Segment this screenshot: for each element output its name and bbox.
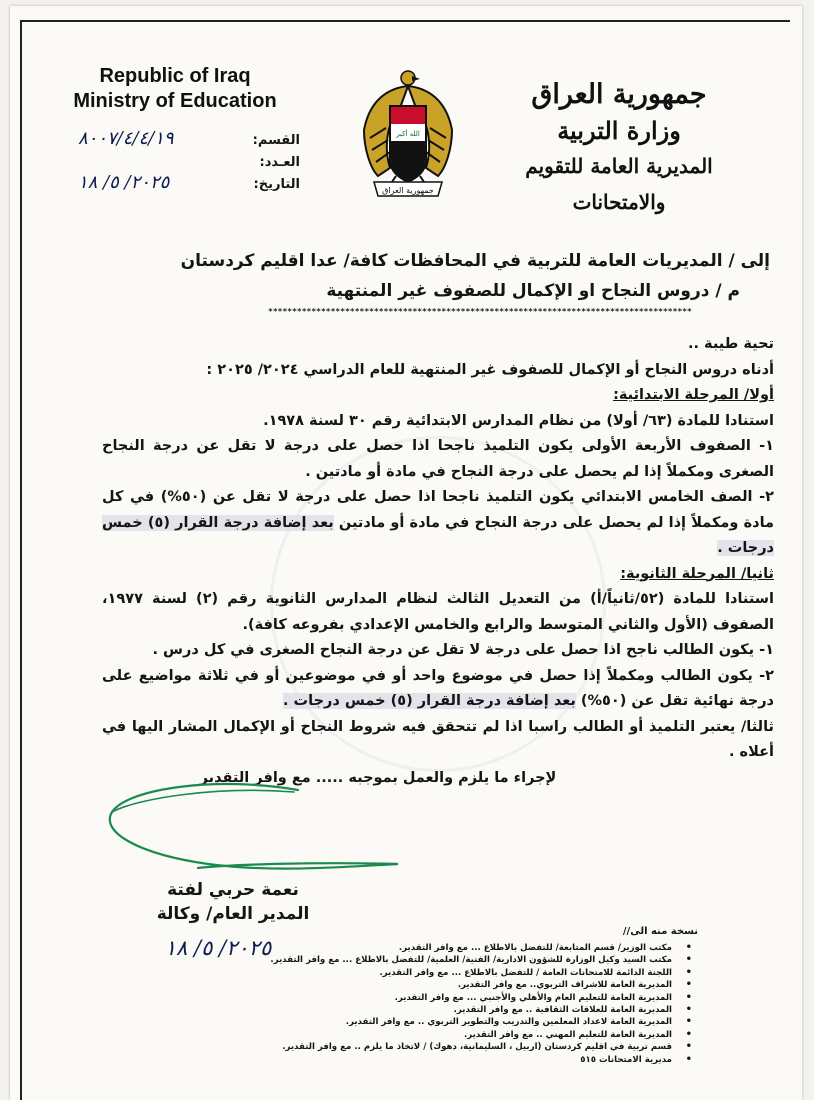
intro-paragraph: أدناه دروس النجاح أو الإكمال للصفوف غير المنتهية للعام الدراسي ٢٠٢٤/ ٢٠٢٥ : xyxy=(206,361,774,378)
signatory-title: المدير العام/ وكالة xyxy=(156,904,310,924)
document-page xyxy=(10,6,802,1100)
date-row xyxy=(78,174,300,196)
iraq-emblem-icon xyxy=(360,68,456,202)
date-label: التاريخ: xyxy=(253,177,300,192)
issue-number-label: العـدد: xyxy=(259,155,300,170)
cc-list xyxy=(222,942,692,1066)
section1-basis: استنادا للمادة (٦٣/ أولا) من نظام المدارس الابتدائية رقم ٣٠ لسنة ١٩٧٨. xyxy=(263,412,774,429)
ministry-name-en: Ministry of Education xyxy=(73,90,277,112)
greeting: تحية طيبة .. xyxy=(687,336,774,352)
letter-body xyxy=(102,332,774,791)
section1-title: أولا/ المرحلة الابتدائية: xyxy=(613,387,774,403)
section1-item2-text: ٢- الصف الخامس الابتدائي يكون التلميذ ناجحا اذا حصل على درجة لا تقل عن (٥٠%) في كل مادة ومكملاً إذا لم يحصل على درجة النجاح في مادة أو مادتين xyxy=(102,489,774,531)
green-pen-annotation xyxy=(98,768,458,888)
cc-item: • مكتب الوزير/ قسم المتابعة/ للتفضل بالاطلاع ... مع وافر التقدير. xyxy=(222,942,692,954)
section1-item2-highlight: بعد إضافة درجة القرار (٥) خمس درجات . xyxy=(102,514,774,556)
subject-line: م / دروس النجاح او الإكمال للصفوف غير المنتهية xyxy=(326,281,740,301)
cc-item: • المديرية العامة لاعداد المعلمين والتدريب والتطوير التربوي .. مع وافر التقدير. xyxy=(222,1016,692,1028)
reference-number-row xyxy=(78,130,300,152)
section2-basis: استنادا للمادة (٥٢/ثانياً/أ) من التعديل الثالث لنظام المدارس الثانوية رقم (٢) لسنة ١٩٧٧، الصفوف (الأول والثاني المتوسط والرابع والخامس الإعدادي بفروعه كافة). xyxy=(102,591,774,633)
recipient-block xyxy=(70,246,770,306)
emblem-caption: جمهورية العراق xyxy=(382,186,434,195)
recipient-line: إلى / المديريات العامة للتربية في المحافظات كافة/ عدا اقليم كردستان xyxy=(180,251,770,271)
date-value: ٢٠٢٥/ ٥/ ١٨ xyxy=(78,172,170,193)
arabic-letterhead xyxy=(494,76,744,220)
frame-top-border xyxy=(20,20,790,22)
section2-item1: ١- يكون الطالب ناجح اذا حصل على درجة لا تقل عن درجة النجاح الصغرى في كل درس . xyxy=(152,642,774,658)
cc-item: • المديرية العامة للاشراف التربوي.. مع وافر التقدير. xyxy=(222,979,692,991)
signature-date: ٢٠٢٥/ ٥/ ١٨ xyxy=(164,936,272,960)
section2-item2-highlight: بعد إضافة درجة القرار (٥) خمس درجات . xyxy=(283,693,576,709)
section3-paragraph: ثالثا/ يعتبر التلميذ أو الطالب راسبا اذا لم تتحقق فيه شروط النجاح أو الإكمال المشار اليها في أعلاه . xyxy=(102,718,774,760)
reference-number-value: ٨٠٠٧/٤/٤/١٩ xyxy=(78,128,174,149)
signature-block xyxy=(128,878,338,926)
separator-stars: **************************************************************************************** xyxy=(268,307,692,316)
signatory-name: نعمة حربي لفتة xyxy=(167,880,299,900)
cc-item: • مكتب السيد وكيل الوزارة للشؤون الادارية/ الفنية/ العلمية/ للتفضل بالاطلاع ... مع وافر التقدير. xyxy=(222,954,692,966)
section2-item2 xyxy=(102,664,774,715)
country-name-ar: جمهورية العراق xyxy=(531,79,707,110)
cc-item: • المديرية العامة للعلاقات الثقافية .. مع وافر التقدير. xyxy=(222,1004,692,1016)
frame-left-border xyxy=(20,20,22,1100)
section2-item2-text: ٢- يكون الطالب ومكملاً إذا حصل في موضوع واحد أو في موضوعين أو في ثلاثة مواضيع على درجة نهائية تقل عن (٥٠%) xyxy=(102,667,774,709)
cc-title: نسخة منه الى// xyxy=(622,926,698,937)
section2-title: ثانيا/ المرحلة الثانوية: xyxy=(620,565,774,582)
cc-item: • مديرية الامتحانات ٥١٥ xyxy=(222,1054,692,1066)
closing-line: لإجراء ما يلزم والعمل بموجبه ..... مع وافر التقدير xyxy=(199,769,557,786)
section1-item1: ١- الصفوف الأربعة الأولى يكون التلميذ ناجحا اذا حصل على درجة لا تقل عن درجة النجاح الصغرى ومكملاً إذا لم يحصل على درجة النجاح في مادة أو مادتين . xyxy=(102,438,774,480)
cc-item: • المديرية العامة للتعليم العام والأهلي والأجنبي ... مع وافر التقدير. xyxy=(222,992,692,1004)
cc-item: • قسم تربية في اقليم كردستان (اربيل ، السليمانية، دهوك) / لاتخاذ ما يلزم .. مع وافر التقدير. xyxy=(222,1041,692,1053)
reference-number-label: القسم: xyxy=(252,133,300,148)
cc-item: • اللجنة الدائمة للامتحانات العامة / للتفضل بالاطلاع ... مع وافر التقدير. xyxy=(222,967,692,979)
country-name-en: Republic of Iraq xyxy=(99,65,251,87)
ministry-name-ar: وزارة التربية xyxy=(557,116,681,145)
cc-item: • المديرية العامة للتعليم المهني .. مع وافر التقدير. xyxy=(222,1029,692,1041)
english-letterhead xyxy=(50,64,300,114)
document-reference-block xyxy=(78,130,300,196)
section1-item2 xyxy=(102,485,774,562)
svg-text:الله أكبر: الله أكبر xyxy=(396,130,420,138)
directorate-name-ar: المديرية العامة للتقويم والامتحانات xyxy=(525,154,713,214)
